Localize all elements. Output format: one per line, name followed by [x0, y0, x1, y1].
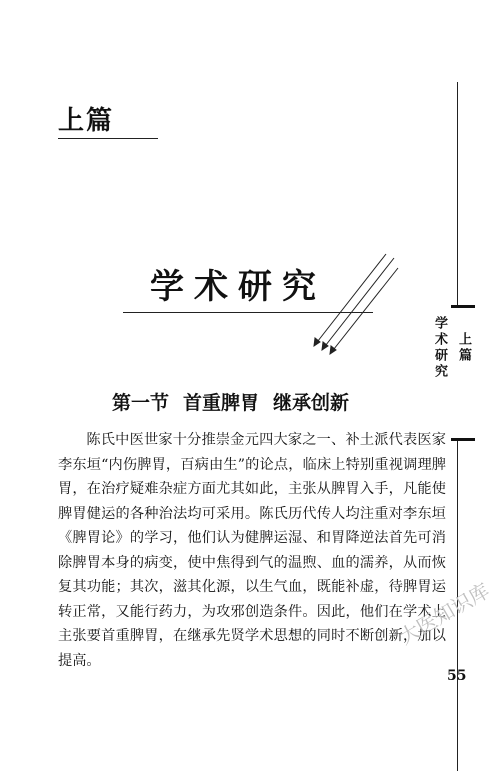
chapter-heading [112, 394, 349, 413]
side-tab-part: 上篇 [456, 332, 471, 364]
side-tab-text [432, 316, 475, 380]
side-tab [432, 305, 475, 441]
part-label: 上篇 [58, 106, 115, 136]
chapter-title-part1: 首重脾胃 [183, 392, 260, 414]
watermark: 大医知识库 [395, 578, 494, 650]
body-text [58, 428, 446, 673]
section-title: 学术研究 [150, 267, 326, 307]
chapter-number: 第一节 [112, 392, 170, 414]
chapter-title-part2: 继承创新 [273, 392, 350, 414]
side-tab-section: 学术研究 [432, 316, 447, 380]
decorative-arrows-icon [300, 250, 400, 360]
part-underline [58, 138, 158, 139]
page-number: 55 [447, 668, 467, 684]
body-paragraph: 陈氏中医世家十分推崇金元四大家之一、补土派代表医家李东垣“内伤脾胃，百病由生”的论点，临床上特别重视调理脾胃，在治疗疑难杂症方面尤其如此，主张从脾胃入手，凡能使脾胃健运的各种治法均可采用。陈氏历代传人均注重对李东垣《脾胃论》的学习，他们认为健脾运湿、和胃降逆法首先可消除脾胃本身的病变，使中焦得到气的温煦、血的濡养，从而恢复其功能；其次，滋其化源，以生气血，既能补虚，待脾胃运转正常，又能行药力，为攻邪创造条件。因此，他们在学术上主张要首重脾胃，在继承先贤学术思想的同时不断创新，加以提高。 [58, 432, 446, 669]
